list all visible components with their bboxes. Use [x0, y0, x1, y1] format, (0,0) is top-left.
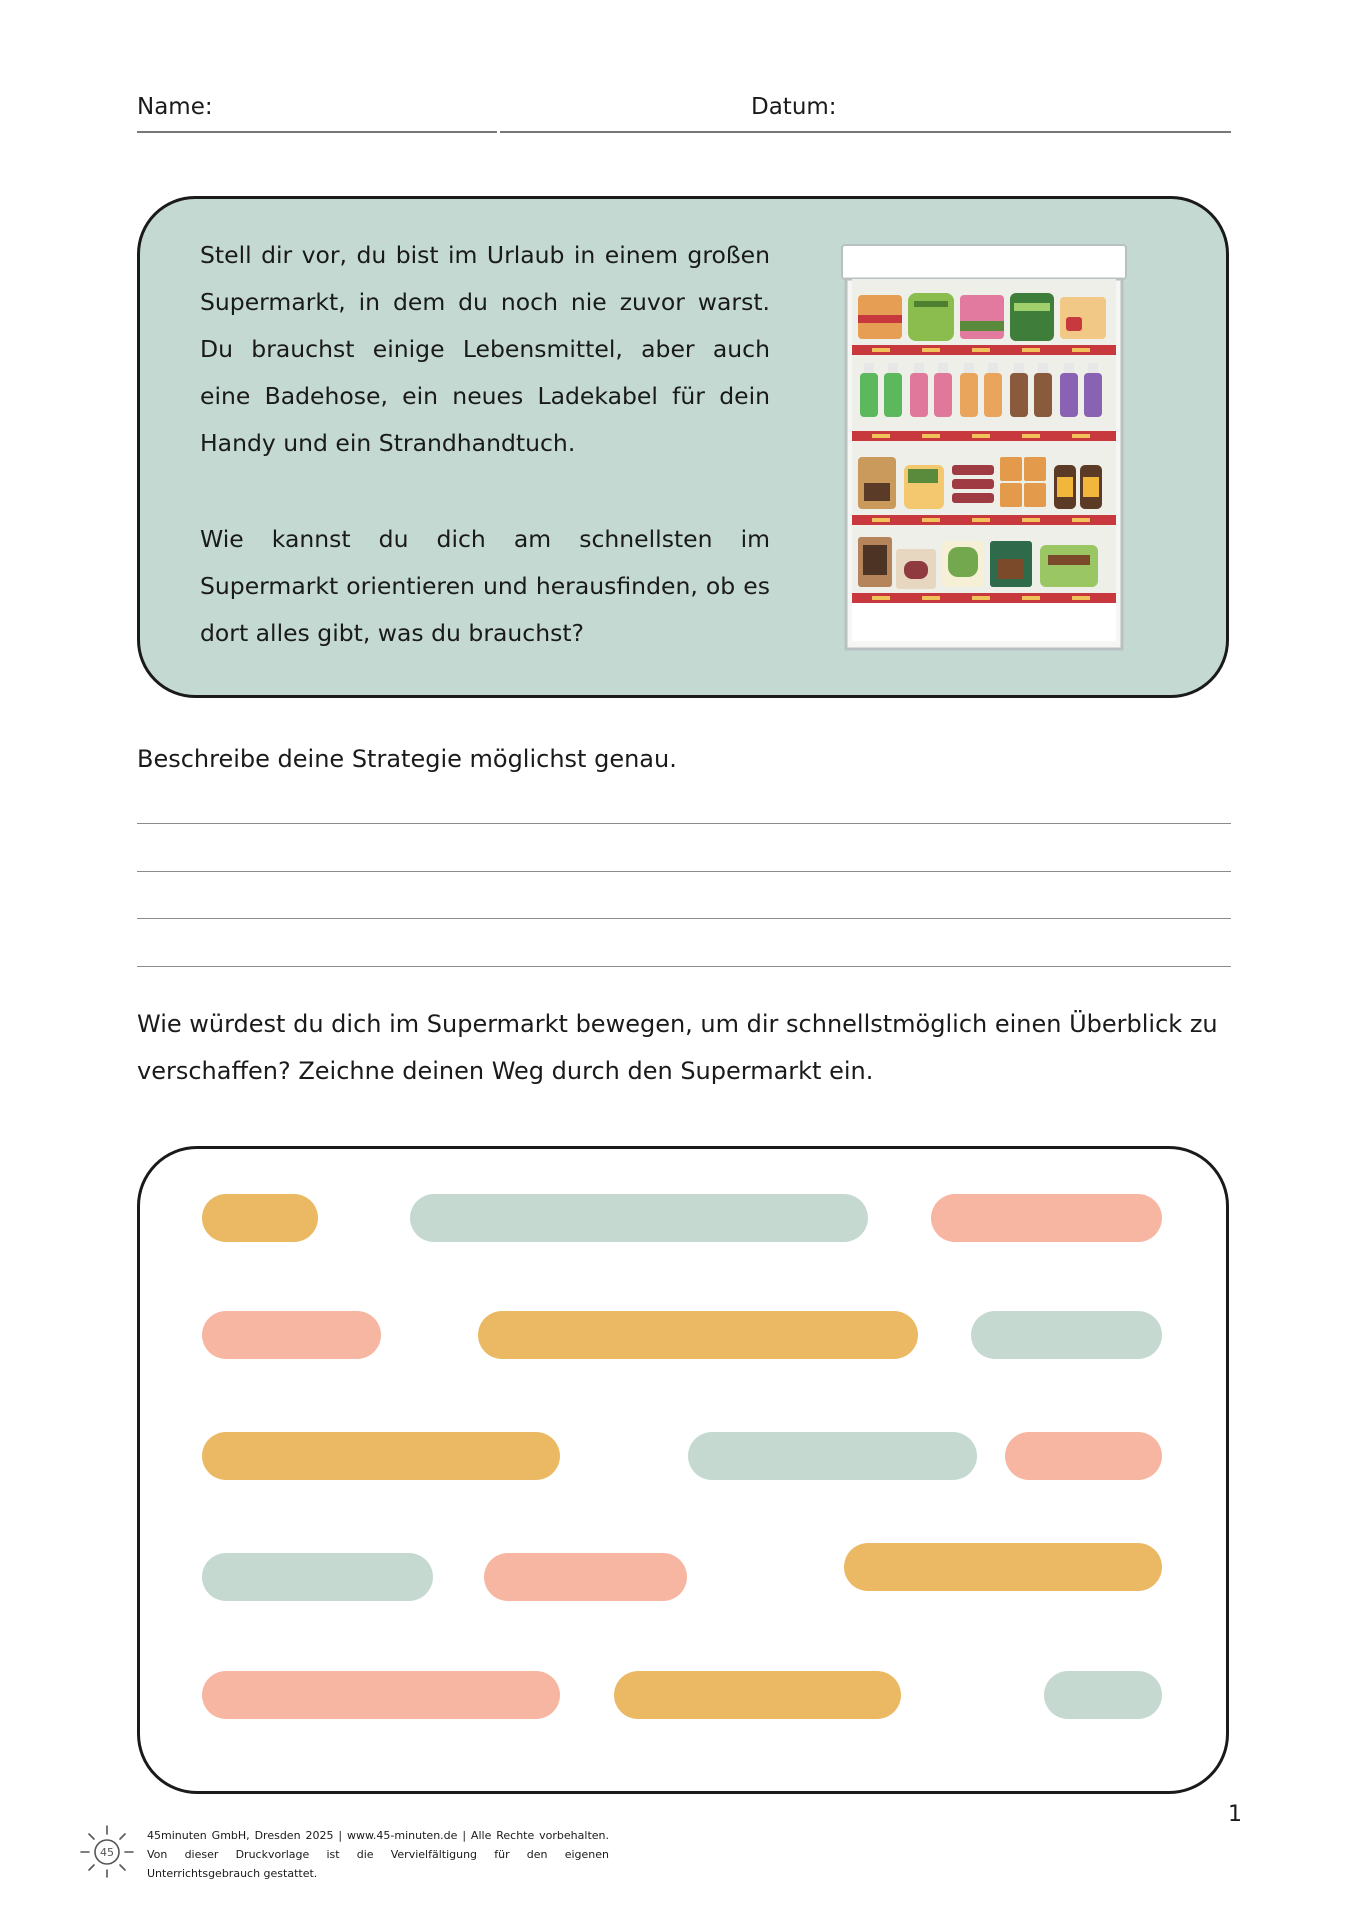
map-shelf: [202, 1194, 318, 1242]
footer-copyright: 45minuten GmbH, Dresden 2025 | www.45-minuten.de | Alle Rechte vorbehalten. Von dieser Druckvorlage ist die Vervielfältigung für den eigenen Unterrichtsgebrauch gestattet.: [147, 1829, 609, 1880]
map-shelf: [202, 1311, 381, 1359]
map-shelf: [410, 1194, 868, 1242]
answer-line[interactable]: [137, 871, 1231, 872]
date-line[interactable]: [500, 131, 1231, 133]
svg-text:45: 45: [100, 1846, 114, 1859]
task2-prompt-line-2: verschaffen? Zeichne deinen Weg durch den Supermarkt ein.: [137, 1057, 874, 1085]
answer-line[interactable]: [137, 823, 1231, 824]
answer-line[interactable]: [137, 966, 1231, 967]
supermarket-shelf-icon: [838, 243, 1128, 653]
page-number: 1: [1228, 1802, 1242, 1827]
map-shelf: [931, 1194, 1162, 1242]
name-line[interactable]: [137, 131, 497, 133]
supermarket-map[interactable]: [137, 1146, 1229, 1794]
map-shelf: [844, 1543, 1162, 1591]
intro-paragraph-1: Stell dir vor, du bist im Urlaub in einem großen Supermarkt, in dem du noch nie zuvor warst. Du brauchst einige Lebensmittel, aber auch eine Badehose, ein neues Ladekabel für dein Handy und ein Strandhandtuch.: [200, 241, 770, 457]
map-shelf: [971, 1311, 1162, 1359]
answer-line[interactable]: [137, 918, 1231, 919]
task1-prompt: Beschreibe deine Strategie möglichst genau.: [137, 745, 677, 773]
date-label: Datum:: [751, 94, 837, 120]
map-shelf: [1005, 1432, 1162, 1480]
map-shelf: [202, 1671, 560, 1719]
intro-paragraph-2: Wie kannst du dich am schnellsten im Supermarkt orientieren und herausfinden, ob es dort alles gibt, was du brauchst?: [200, 525, 770, 647]
sun-logo-icon: [78, 1822, 136, 1880]
map-shelf: [614, 1671, 901, 1719]
map-shelf: [478, 1311, 918, 1359]
task2-prompt-line-1: Wie würdest du dich im Supermarkt bewegen, um dir schnellstmöglich einen Überblick zu: [137, 1010, 1218, 1038]
map-shelf: [202, 1553, 433, 1601]
map-shelf: [202, 1432, 560, 1480]
name-label: Name:: [137, 94, 213, 120]
map-shelf: [484, 1553, 687, 1601]
map-shelf: [1044, 1671, 1162, 1719]
map-shelf: [688, 1432, 977, 1480]
